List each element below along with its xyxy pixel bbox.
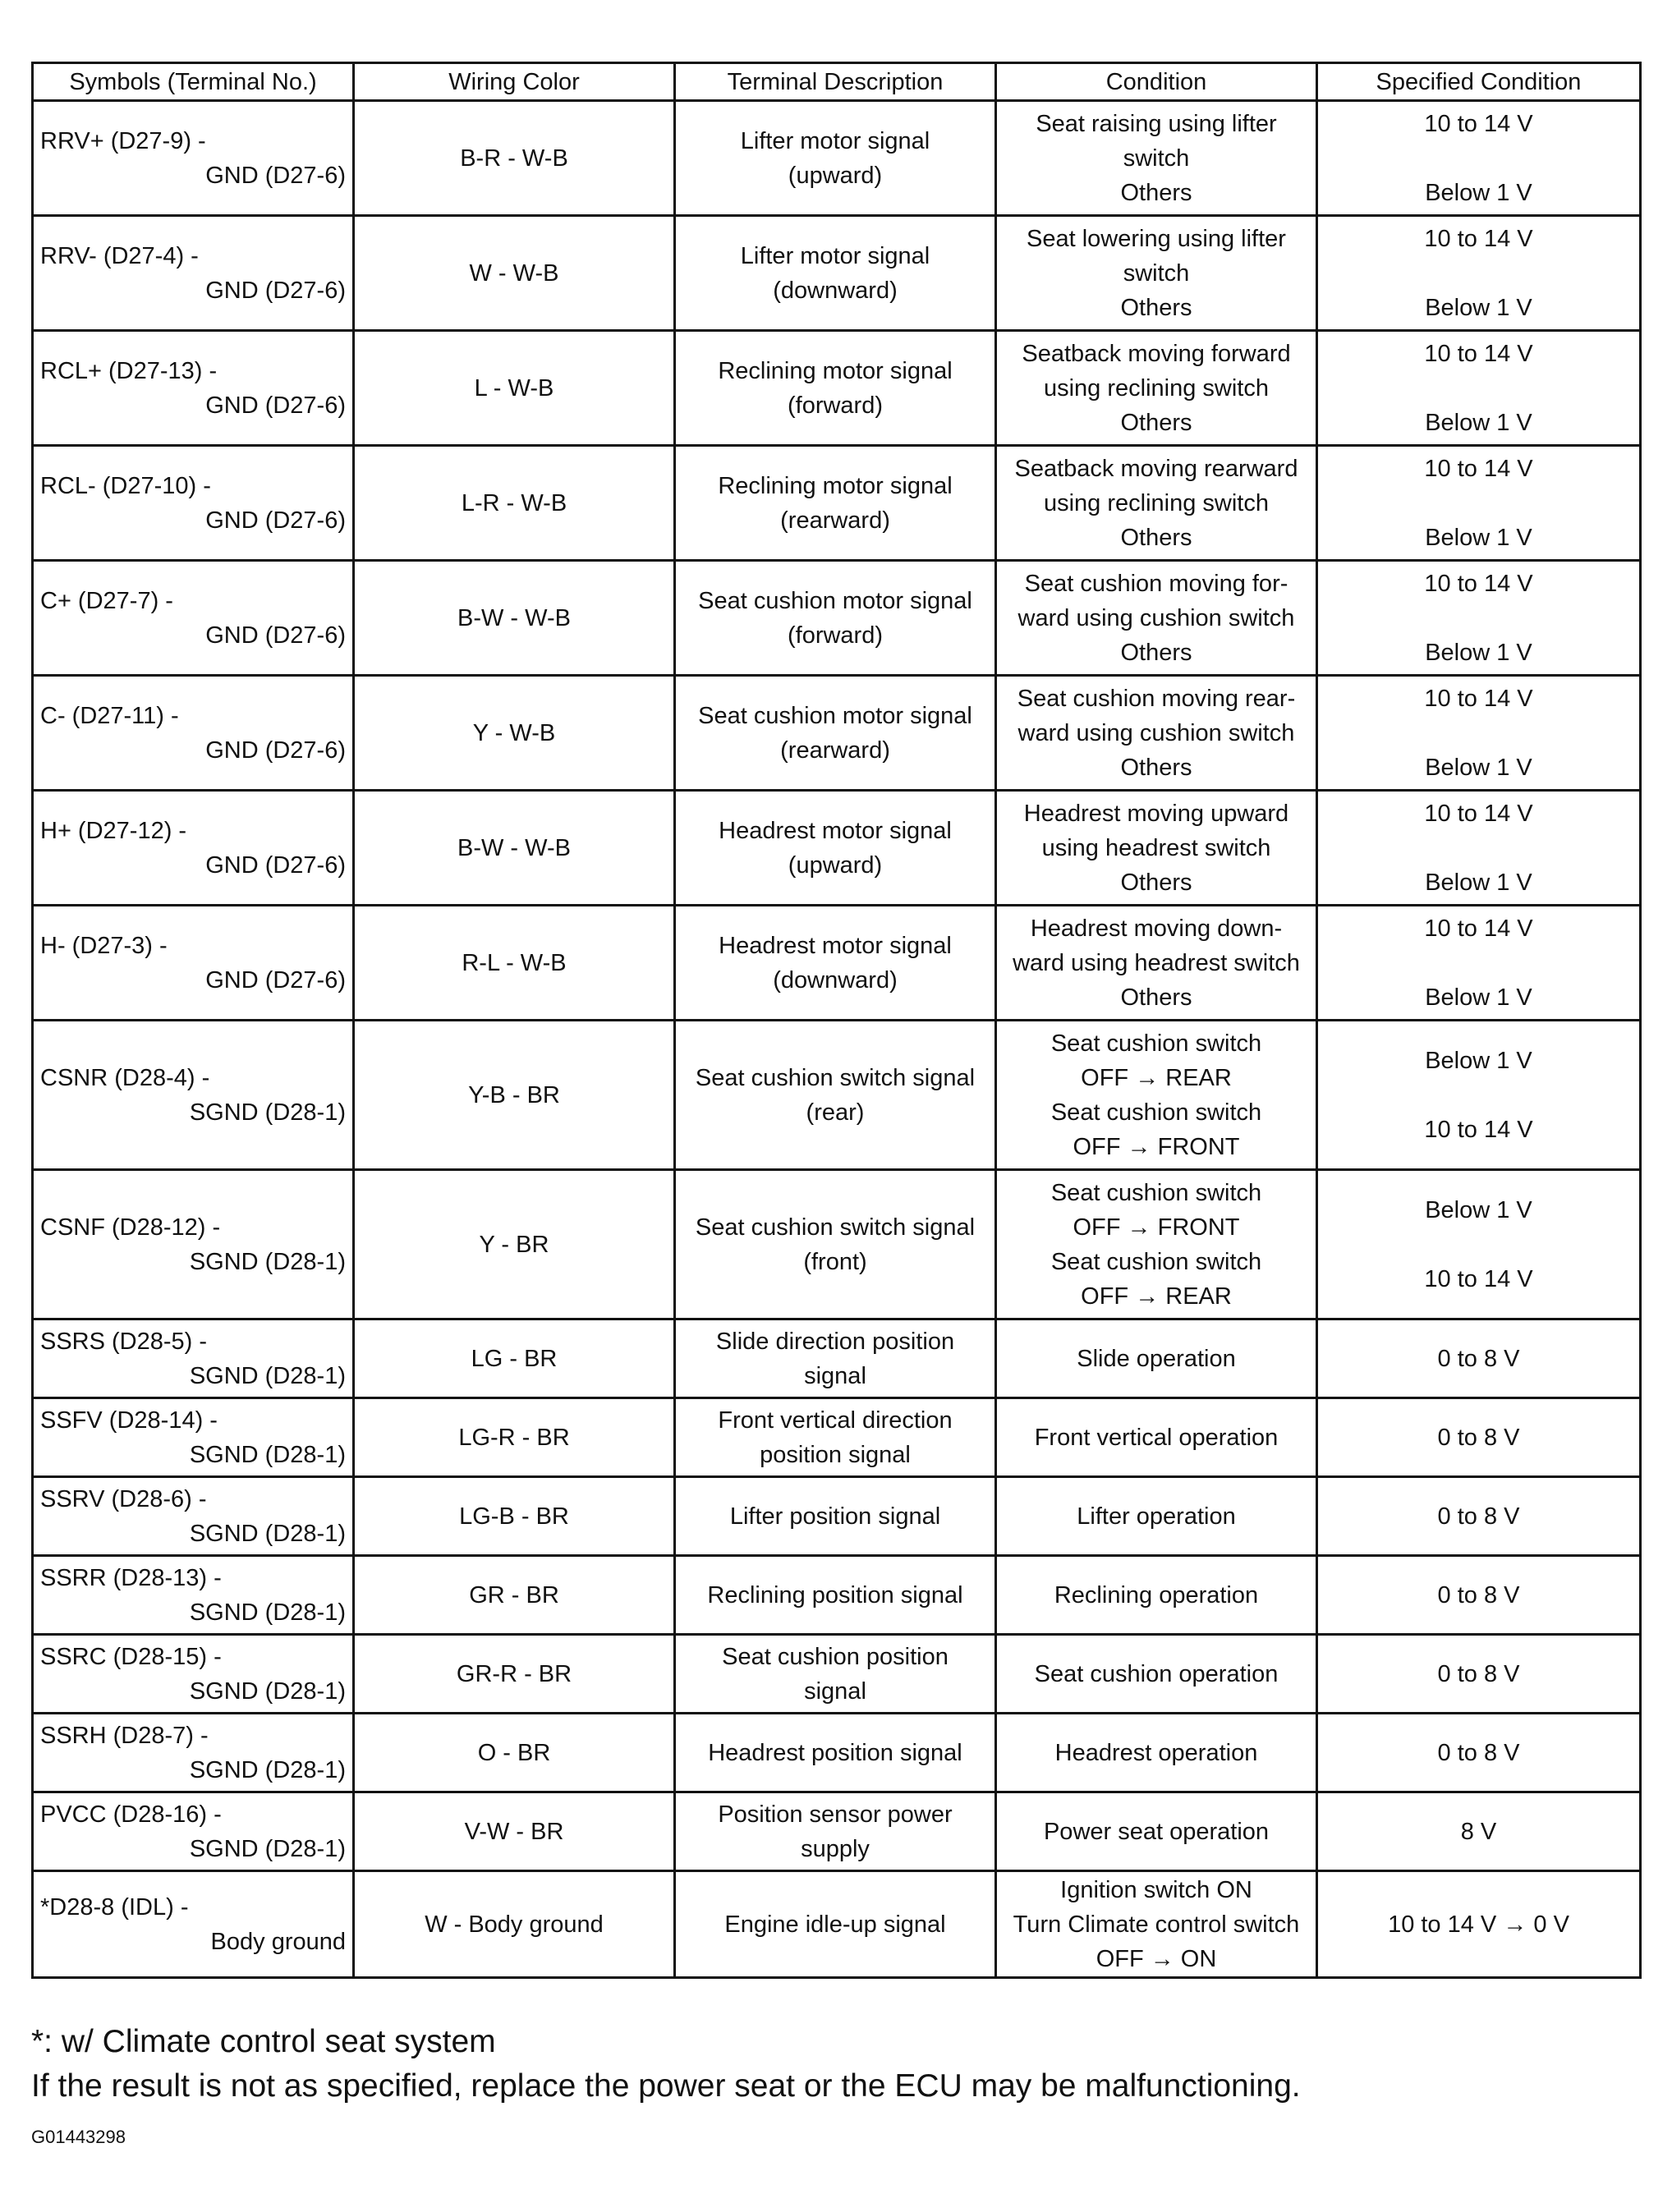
spec-spacer [1325,256,1633,291]
cell-wiring-color: Y - BR [354,1170,675,1319]
cell-terminal-description: Front vertical direction position signal [675,1398,996,1477]
table-header [33,63,1641,101]
table-row [33,906,1641,1021]
symbol-ground: GND (D27-6) [205,851,346,879]
spec-value: 10 to 14 V [1424,1116,1533,1143]
cell-symbol [33,791,354,906]
symbol-ground: SGND (D28-1) [189,1362,346,1389]
cell-terminal-description: Seat cushion motor signal (rearward) [675,676,996,791]
table-row [33,101,1641,216]
spec-value: 0 to 8 V [1437,1345,1520,1372]
spec-value: 10 to 14 V [1424,570,1533,597]
spec-value: 10 to 14 V [1424,685,1533,712]
symbol-ground: SGND (D28-1) [189,1677,346,1705]
cell-symbol [33,906,354,1021]
cell-terminal-description: Seat cushion motor signal (forward) [675,561,996,676]
symbol-ground: GND (D27-6) [205,392,346,419]
table-row [33,1714,1641,1792]
cell-wiring-color: GR-R - BR [354,1635,675,1714]
spec-spacer [1325,371,1633,406]
cell-condition: Front vertical operation [996,1398,1317,1477]
spec-spacer [1325,141,1633,176]
cell-wiring-color: V-W - BR [354,1792,675,1871]
cell-terminal-description: Lifter motor signal (upward) [675,101,996,216]
table-row [33,561,1641,676]
cell-condition: Slide operation [996,1319,1317,1398]
footnote: *: w/ Climate control seat system [31,2024,496,2059]
spec-value: 0 to 8 V [1437,1660,1520,1687]
symbol-terminal: SSFV (D28-14) - [40,1407,218,1434]
cell-symbol [33,561,354,676]
cell-symbol [33,1319,354,1398]
symbol-terminal: SSRC (D28-15) - [40,1643,222,1670]
symbol-terminal: SSRR (D28-13) - [40,1564,222,1591]
symbol-ground: SGND (D28-1) [189,1520,346,1547]
cell-wiring-color: Y - W-B [354,676,675,791]
cell-condition: Seat cushion switch OFF → REAR Seat cushion switch OFF → FRONT [996,1021,1317,1170]
cell-wiring-color: LG-B - BR [354,1477,675,1556]
cell-wiring-color: L-R - W-B [354,446,675,561]
cell-specified-condition [1317,331,1641,446]
spec-value: 10 to 14 V → 0 V [1388,1911,1569,1938]
cell-terminal-description: Engine idle-up signal [675,1871,996,1978]
cell-condition: Seatback moving rearward using reclining switch Others [996,446,1317,561]
cell-specified-condition [1317,1714,1641,1792]
header-terminal-description: Terminal Description [675,63,996,101]
cell-symbol [33,1398,354,1477]
symbol-terminal: RRV+ (D27-9) - [40,127,206,154]
cell-terminal-description: Reclining position signal [675,1556,996,1635]
cell-specified-condition [1317,1477,1641,1556]
cell-specified-condition [1317,791,1641,906]
symbol-terminal: C- (D27-11) - [40,702,179,729]
table-row [33,1021,1641,1170]
spec-value: Below 1 V [1425,639,1532,666]
header-symbols: Symbols (Terminal No.) [33,63,354,101]
spec-value: 10 to 14 V [1424,340,1533,367]
table-row [33,1556,1641,1635]
cell-condition: Seatback moving forward using reclining switch Others [996,331,1317,446]
spec-value: Below 1 V [1425,1196,1532,1223]
cell-symbol [33,331,354,446]
table-row [33,446,1641,561]
symbol-ground: SGND (D28-1) [189,1099,346,1126]
cell-wiring-color: LG-R - BR [354,1398,675,1477]
cell-condition: Headrest moving down- ward using headrest switch Others [996,906,1317,1021]
cell-symbol [33,1714,354,1792]
cell-terminal-description: Seat cushion switch signal (front) [675,1170,996,1319]
symbol-terminal: SSRV (D28-6) - [40,1485,207,1512]
cell-condition: Seat lowering using lifter switch Others [996,216,1317,331]
symbol-terminal: CSNR (D28-4) - [40,1064,210,1091]
header-wiring-color: Wiring Color [354,63,675,101]
cell-wiring-color: LG - BR [354,1319,675,1398]
spec-value: 10 to 14 V [1424,800,1533,827]
table-body [33,101,1641,1978]
table-row [33,791,1641,906]
table-row [33,1477,1641,1556]
cell-wiring-color: B-R - W-B [354,101,675,216]
spec-value: 0 to 8 V [1437,1739,1520,1766]
spec-spacer [1325,831,1633,865]
spec-value: 10 to 14 V [1424,225,1533,252]
cell-terminal-description: Reclining motor signal (rearward) [675,446,996,561]
cell-symbol [33,1635,354,1714]
symbol-ground: SGND (D28-1) [189,1756,346,1783]
cell-condition: Headrest operation [996,1714,1317,1792]
symbol-ground: GND (D27-6) [205,966,346,994]
cell-wiring-color: O - BR [354,1714,675,1792]
cell-specified-condition [1317,1021,1641,1170]
symbol-ground: GND (D27-6) [205,737,346,764]
cell-wiring-color: B-W - W-B [354,561,675,676]
symbol-ground: GND (D27-6) [205,622,346,649]
cell-specified-condition [1317,906,1641,1021]
cell-terminal-description: Position sensor power supply [675,1792,996,1871]
symbol-terminal: RRV- (D27-4) - [40,242,199,269]
spec-value: Below 1 V [1425,294,1532,321]
cell-terminal-description: Headrest position signal [675,1714,996,1792]
remark-text: If the result is not as specified, replace the power seat or the ECU may be malfunctioning. [31,2068,1301,2104]
cell-wiring-color: W - Body ground [354,1871,675,1978]
symbol-terminal: RCL+ (D27-13) - [40,357,218,384]
cell-specified-condition [1317,1319,1641,1398]
cell-symbol [33,676,354,791]
symbol-terminal: C+ (D27-7) - [40,587,173,614]
spec-value: 8 V [1460,1818,1497,1845]
spec-spacer [1325,1078,1633,1113]
cell-specified-condition [1317,1398,1641,1477]
table-row [33,676,1641,791]
cell-wiring-color: W - W-B [354,216,675,331]
cell-terminal-description: Lifter motor signal (downward) [675,216,996,331]
spec-value: 0 to 8 V [1437,1581,1520,1609]
cell-wiring-color: L - W-B [354,331,675,446]
spec-spacer [1325,486,1633,521]
cell-condition: Power seat operation [996,1792,1317,1871]
cell-symbol [33,1477,354,1556]
table-row [33,216,1641,331]
table-row [33,1398,1641,1477]
cell-condition: Lifter operation [996,1477,1317,1556]
table-row [33,1871,1641,1978]
symbol-ground: SGND (D28-1) [189,1599,346,1626]
symbol-ground: SGND (D28-1) [189,1441,346,1468]
cell-terminal-description: Seat cushion position signal [675,1635,996,1714]
symbol-terminal: PVCC (D28-16) - [40,1801,222,1828]
spec-value: 10 to 14 V [1424,455,1533,482]
symbol-terminal: H+ (D27-12) - [40,817,187,844]
cell-terminal-description: Slide direction position signal [675,1319,996,1398]
symbol-ground: GND (D27-6) [205,507,346,534]
symbol-ground: SGND (D28-1) [189,1835,346,1862]
spec-spacer [1325,601,1633,636]
cell-wiring-color: B-W - W-B [354,791,675,906]
table-row [33,1792,1641,1871]
cell-wiring-color: Y-B - BR [354,1021,675,1170]
spec-value: Below 1 V [1425,409,1532,436]
spec-value: Below 1 V [1425,524,1532,551]
symbol-ground: GND (D27-6) [205,277,346,304]
cell-terminal-description: Seat cushion switch signal (rear) [675,1021,996,1170]
symbol-terminal: SSRS (D28-5) - [40,1328,208,1355]
cell-specified-condition [1317,676,1641,791]
symbol-terminal: CSNF (D28-12) - [40,1214,221,1241]
cell-specified-condition [1317,446,1641,561]
symbol-terminal: RCL- (D27-10) - [40,472,211,499]
spec-value: 10 to 14 V [1424,915,1533,942]
cell-condition: Seat raising using lifter switch Others [996,101,1317,216]
cell-specified-condition [1317,101,1641,216]
spec-value: Below 1 V [1425,1047,1532,1074]
cell-symbol [33,1871,354,1978]
cell-specified-condition [1317,561,1641,676]
spec-value: Below 1 V [1425,984,1532,1011]
header-row [33,63,1641,101]
spec-spacer [1325,946,1633,980]
cell-condition: Seat cushion switch OFF → FRONT Seat cushion switch OFF → REAR [996,1170,1317,1319]
spec-spacer [1325,716,1633,750]
spec-value: Below 1 V [1425,869,1532,896]
cell-specified-condition [1317,1635,1641,1714]
symbol-terminal: H- (D27-3) - [40,932,168,959]
cell-specified-condition [1317,1556,1641,1635]
cell-symbol [33,1170,354,1319]
cell-terminal-description: Headrest motor signal (downward) [675,906,996,1021]
cell-condition: Seat cushion moving rear- ward using cushion switch Others [996,676,1317,791]
figure-id: G01443298 [31,2127,126,2147]
header-condition: Condition [996,63,1317,101]
spec-spacer [1325,1228,1633,1262]
spec-value: 10 to 14 V [1424,1265,1533,1292]
cell-condition: Ignition switch ON Turn Climate control switch OFF → ON [996,1871,1317,1978]
spec-value: Below 1 V [1425,754,1532,781]
table-row [33,1635,1641,1714]
cell-condition: Reclining operation [996,1556,1317,1635]
spec-value: 10 to 14 V [1424,110,1533,137]
symbol-ground: GND (D27-6) [205,162,346,189]
cell-wiring-color: R-L - W-B [354,906,675,1021]
cell-specified-condition [1317,1871,1641,1978]
cell-wiring-color: GR - BR [354,1556,675,1635]
cell-terminal-description: Headrest motor signal (upward) [675,791,996,906]
cell-specified-condition [1317,216,1641,331]
cell-terminal-description: Reclining motor signal (forward) [675,331,996,446]
symbol-terminal: SSRH (D28-7) - [40,1722,209,1749]
symbol-ground: SGND (D28-1) [189,1248,346,1275]
symbol-ground: Body ground [210,1928,346,1955]
cell-specified-condition [1317,1170,1641,1319]
cell-symbol [33,446,354,561]
cell-symbol [33,1556,354,1635]
table-row [33,1319,1641,1398]
symbol-terminal: *D28-8 (IDL) - [40,1893,189,1921]
spec-value: 0 to 8 V [1437,1503,1520,1530]
spec-value: Below 1 V [1425,179,1532,206]
spec-value: 0 to 8 V [1437,1424,1520,1451]
cell-symbol [33,1792,354,1871]
table-row [33,1170,1641,1319]
cell-condition: Seat cushion operation [996,1635,1317,1714]
cell-symbol [33,216,354,331]
cell-symbol [33,1021,354,1170]
table-row [33,331,1641,446]
cell-terminal-description: Lifter position signal [675,1477,996,1556]
cell-condition: Headrest moving upward using headrest switch Others [996,791,1317,906]
terminal-spec-table [31,62,1642,1979]
header-specified-condition: Specified Condition [1317,63,1641,101]
cell-condition: Seat cushion moving for- ward using cushion switch Others [996,561,1317,676]
cell-specified-condition [1317,1792,1641,1871]
cell-symbol [33,101,354,216]
